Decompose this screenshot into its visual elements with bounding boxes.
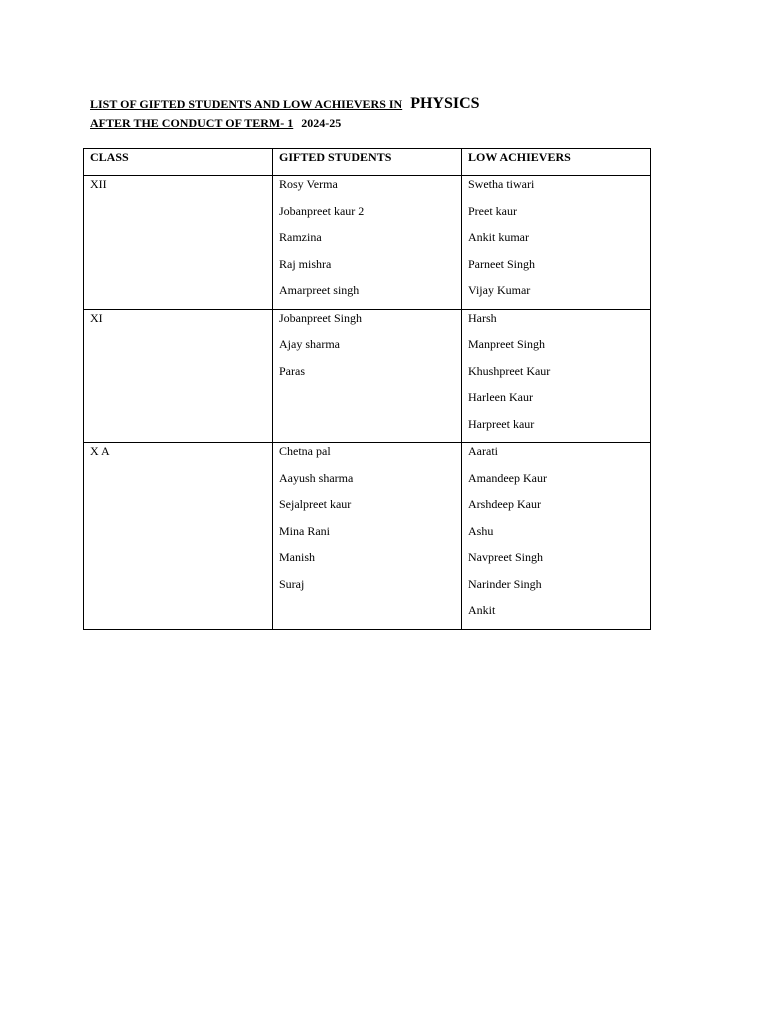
header-low-achievers: LOW ACHIEVERS xyxy=(462,149,651,176)
gifted-student-name: Rosy Verma xyxy=(279,177,338,191)
class-cell xyxy=(84,309,273,443)
gifted-student-name: Paras xyxy=(279,363,305,378)
class-name: XI xyxy=(90,310,103,325)
low-achiever-name: Harpreet kaur xyxy=(468,416,535,431)
low-achiever-name: Navpreet Singh xyxy=(468,550,543,564)
class-cell xyxy=(84,443,273,630)
gifted-student-name: Suraj xyxy=(279,576,305,591)
table-row xyxy=(84,176,651,310)
gifted-student-name: Ramzina xyxy=(279,230,322,244)
gifted-student-name: Sejalpreet kaur xyxy=(279,497,352,511)
low-achiever-name: Aarati xyxy=(468,444,498,458)
low-achiever-name: Preet kaur xyxy=(468,203,517,218)
class-cell xyxy=(84,176,273,310)
header-gifted-students: GIFTED STUDENTS xyxy=(273,149,462,176)
gifted-student-name: Jobanpreet Singh xyxy=(279,310,362,325)
title-text: LIST OF GIFTED STUDENTS AND LOW ACHIEVERS IN xyxy=(90,97,403,111)
gifted-students-cell xyxy=(273,443,462,630)
gifted-student-name: Amarpreet singh xyxy=(279,283,360,297)
gifted-student-name: Chetna pal xyxy=(279,444,331,458)
low-achiever-name: Narinder Singh xyxy=(468,576,542,591)
low-achievers-cell xyxy=(462,176,651,310)
gifted-student-name: Ajay sharma xyxy=(279,337,340,351)
low-achiever-name: Vijay Kumar xyxy=(468,283,531,297)
low-achiever-name: Ankit xyxy=(468,603,496,617)
table-row xyxy=(84,443,651,630)
table-header-row xyxy=(84,149,651,176)
low-achiever-name: Manpreet Singh xyxy=(468,337,545,351)
gifted-student-name: Jobanpreet kaur 2 xyxy=(279,203,365,218)
gifted-student-name: Raj mishra xyxy=(279,256,332,271)
gifted-student-name: Manish xyxy=(279,550,315,564)
gifted-students-cell xyxy=(273,309,462,443)
gifted-student-name: Aayush sharma xyxy=(279,470,354,485)
low-achiever-name: Arshdeep Kaur xyxy=(468,497,541,511)
low-achievers-cell xyxy=(462,443,651,630)
low-achiever-name: Harsh xyxy=(468,310,497,325)
low-achiever-name: Harleen Kaur xyxy=(468,390,533,404)
session-year: 2024-25 xyxy=(301,116,342,130)
table-row xyxy=(84,309,651,443)
header-class: CLASS xyxy=(84,149,273,176)
low-achievers-cell xyxy=(462,309,651,443)
low-achiever-name: Ashu xyxy=(468,523,494,538)
document-subtitle xyxy=(90,116,341,131)
subtitle-text: AFTER THE CONDUCT OF TERM- 1 xyxy=(90,116,294,130)
students-table xyxy=(83,148,651,630)
low-achiever-name: Amandeep Kaur xyxy=(468,470,547,485)
low-achiever-name: Swetha tiwari xyxy=(468,177,535,191)
class-name: X A xyxy=(90,444,110,458)
document-title xyxy=(90,95,480,113)
students-table-body xyxy=(84,149,651,630)
low-achiever-name: Parneet Singh xyxy=(468,256,535,271)
class-name: XII xyxy=(90,177,107,191)
gifted-students-cell xyxy=(273,176,462,310)
subject-name: PHYSICS xyxy=(410,95,480,112)
low-achiever-name: Ankit kumar xyxy=(468,230,529,244)
low-achiever-name: Khushpreet Kaur xyxy=(468,363,551,378)
gifted-student-name: Mina Rani xyxy=(279,523,330,538)
